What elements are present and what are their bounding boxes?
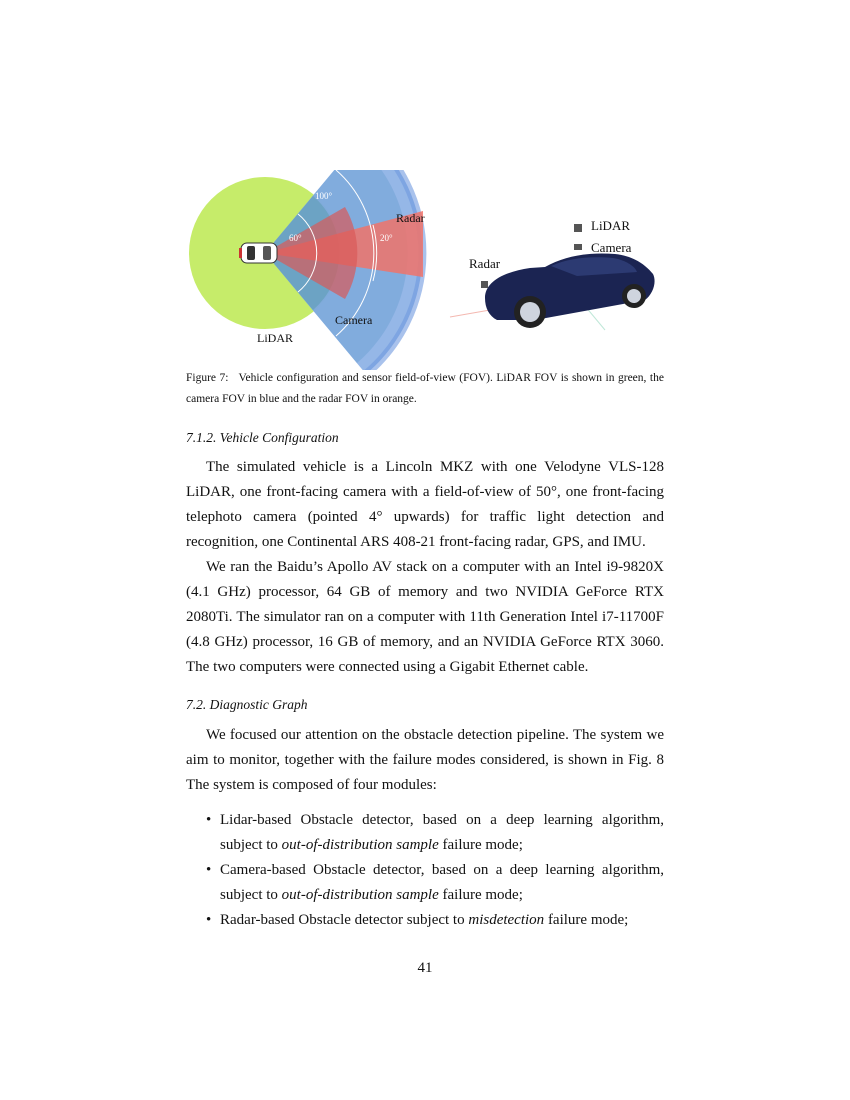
radar-angle-label: 20° xyxy=(380,233,393,243)
front-rim xyxy=(520,302,540,322)
lidar-sensor-icon xyxy=(574,224,582,232)
camera-label: Camera xyxy=(335,313,373,327)
car-top-view xyxy=(239,243,277,263)
radar-sensor-icon xyxy=(481,281,488,288)
radar-3d-label: Radar xyxy=(469,256,501,271)
list-item-text: Camera-based Obstacle detector, based on a deep learning algorithm, subject to xyxy=(220,862,664,903)
section-heading-vehicle-configuration: 7.1.2. Vehicle Configuration xyxy=(186,430,339,445)
sensor-fov-figure xyxy=(185,170,665,370)
list-item-text: failure mode; xyxy=(438,887,523,903)
camera-3d-label: Camera xyxy=(591,240,632,255)
module-list xyxy=(186,808,664,933)
radar-label: Radar xyxy=(396,211,425,225)
figure-caption xyxy=(186,368,664,410)
paragraph-obstacle-pipeline: We focused our attention on the obstacle detection pipeline. The system we aim to monitor, together with the failure modes considered, is shown in Fig. 8 The system is composed of four modules: xyxy=(186,727,664,793)
list-item: • Camera-based Obstacle detector, based on a deep learning algorithm, subject to out-of-distribution sample failure mode; xyxy=(206,862,664,903)
section-heading-diagnostic-graph: 7.2. Diagnostic Graph xyxy=(186,697,308,712)
fov-diagram xyxy=(189,170,425,370)
lidar-3d-label: LiDAR xyxy=(591,218,630,233)
list-item-text: failure mode; xyxy=(544,912,629,928)
lidar-label: LiDAR xyxy=(257,331,293,345)
list-item-text: Radar-based Obstacle detector subject to xyxy=(220,912,469,928)
list-item-text: Lidar-based Obstacle detector, based on a deep learning algorithm, subject to xyxy=(220,812,664,853)
caption-label: Figure 7: xyxy=(186,372,229,384)
paragraph-vehicle-description: The simulated vehicle is a Lincoln MKZ with one Velodyne VLS-128 LiDAR, one front-facing camera with a field-of-view of 50°, one front-facing telephoto camera (pointed 4° upwards) for traffic light detection and recognition, one Continental ARS 408-21 front-facing radar, GPS, and IMU. xyxy=(186,459,664,550)
figure-7 xyxy=(185,170,665,370)
camera-sensor-icon xyxy=(574,244,582,250)
camera-angle-label: 100° xyxy=(315,191,333,201)
rear-rim xyxy=(627,289,641,303)
list-item: • Radar-based Obstacle detector subject to misdetection failure mode; xyxy=(206,912,629,928)
caption-text: Vehicle configuration and sensor field-of-view (FOV). LiDAR FOV is shown in green, the camera FOV in blue and the radar FOV in orange. xyxy=(186,372,664,405)
axis-line xyxy=(450,310,490,317)
paragraph-compute-setup: We ran the Baidu’s Apollo AV stack on a computer with an Intel i9-9820X (4.1 GHz) processor, 64 GB of memory and two NVIDIA GeForce RTX 2080Ti. The simulator ran on a computer with 11th Generation Intel i7-11700F (4.8 GHz) processor, 16 GB of memory, and an NVIDIA GeForce RTX 3060. The two computers were connected using a Gigabit Ethernet cable. xyxy=(186,559,664,675)
list-item-text: failure mode; xyxy=(438,837,523,853)
lidar-angle-label: 60° xyxy=(289,233,302,243)
list-item-emphasis: out-of-distribution sample xyxy=(281,837,439,853)
list-item-emphasis: misdetection xyxy=(468,912,545,928)
list-item-emphasis: out-of-distribution sample xyxy=(281,887,439,903)
list-item: • Lidar-based Obstacle detector, based on a deep learning algorithm, subject to out-of-distribution sample failure mode; xyxy=(206,812,664,853)
page-number: 41 xyxy=(417,960,433,976)
vehicle-3d-view xyxy=(450,218,655,330)
